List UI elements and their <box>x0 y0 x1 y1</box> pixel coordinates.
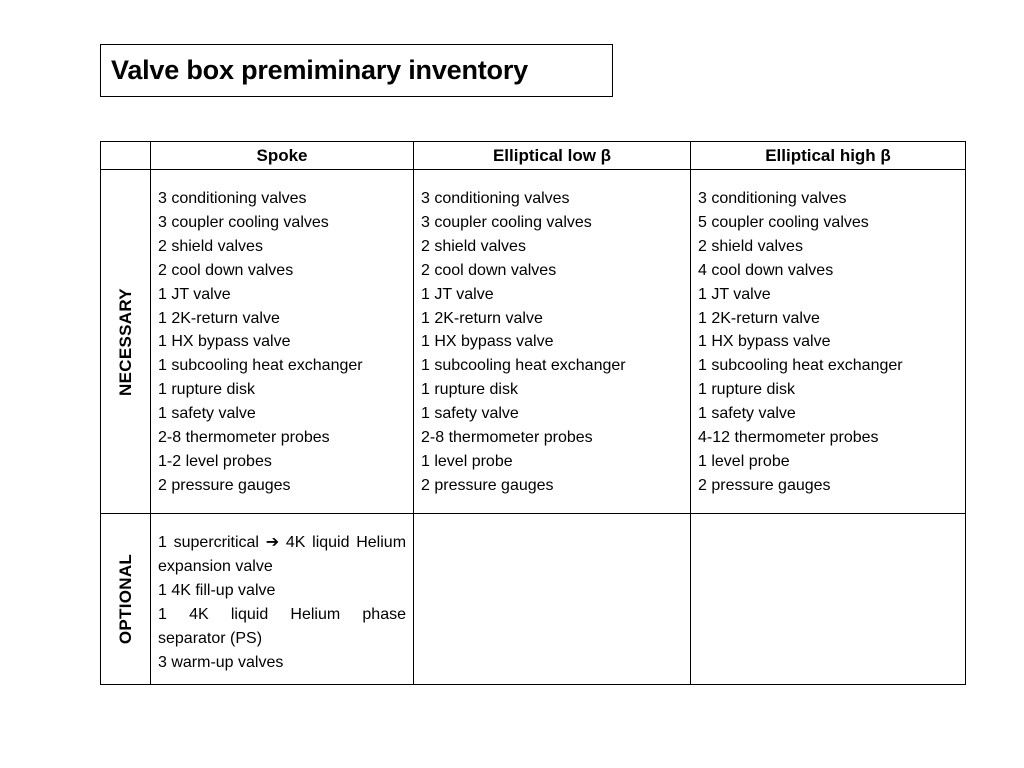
row-optional <box>101 514 966 685</box>
list-item: 1 safety valve <box>421 405 519 423</box>
list-item: 2 shield valves <box>698 237 803 255</box>
arrow-right-icon: ➔ <box>265 534 280 551</box>
necessary-elliptical-high-list <box>691 170 965 498</box>
list-item: 1 2K-return valve <box>421 309 543 327</box>
item-text: 4K liquid Helium expansion valve <box>158 534 407 575</box>
necessary-elliptical-low-list <box>414 170 690 498</box>
header-elliptical-high: Elliptical high β <box>691 142 966 170</box>
list-item: 1 level probe <box>421 452 513 470</box>
list-item: 3 conditioning valves <box>421 190 570 207</box>
list-item: 1 2K-return valve <box>698 309 820 327</box>
row-necessary <box>101 170 966 514</box>
list-item: 1 rupture disk <box>698 381 795 399</box>
list-item: 1 JT valve <box>698 285 771 303</box>
inventory-table <box>100 141 966 685</box>
list-item: 4-12 thermometer probes <box>698 429 879 447</box>
list-item: 2 shield valves <box>421 237 526 255</box>
list-item: 4 cool down valves <box>698 261 834 279</box>
page-title: Valve box premiminary inventory <box>111 55 528 85</box>
list-item: 3 conditioning valves <box>698 190 847 207</box>
list-item: 2 cool down valves <box>158 261 294 279</box>
list-item: 1 rupture disk <box>158 381 255 399</box>
header-row <box>101 142 966 170</box>
list-item: 1 subcooling heat exchanger <box>421 357 626 375</box>
list-item: 3 warm-up valves <box>158 653 284 671</box>
list-item: 1 level probe <box>698 452 790 470</box>
list-item <box>158 531 406 579</box>
optional-elliptical-low-cell <box>414 514 691 685</box>
optional-spoke-list <box>151 514 413 674</box>
list-item: 2 shield valves <box>158 237 263 255</box>
list-item: 1-2 level probes <box>158 452 272 470</box>
necessary-label: NECESSARY <box>115 287 135 396</box>
list-item: 1 JT valve <box>421 285 494 303</box>
list-item: 1 rupture disk <box>421 381 518 399</box>
list-item: 1 2K-return valve <box>158 309 280 327</box>
header-elliptical-low: Elliptical low β <box>414 142 691 170</box>
list-item: 1 subcooling heat exchanger <box>698 357 903 375</box>
optional-label-cell <box>101 514 151 685</box>
optional-elliptical-high-cell <box>691 514 966 685</box>
list-item: 3 coupler cooling valves <box>421 213 592 231</box>
list-item: 2 cool down valves <box>421 261 557 279</box>
list-item: 1 subcooling heat exchanger <box>158 357 363 375</box>
header-spoke: Spoke <box>151 142 414 170</box>
item-text: 1 supercritical <box>158 534 259 551</box>
list-item: 5 coupler cooling valves <box>698 213 869 231</box>
necessary-elliptical-high-cell <box>691 170 966 514</box>
necessary-label-cell <box>101 170 151 514</box>
necessary-elliptical-low-cell <box>414 170 691 514</box>
optional-spoke-cell <box>151 514 414 685</box>
header-corner <box>101 142 151 170</box>
necessary-spoke-cell <box>151 170 414 514</box>
list-item: 1 HX bypass valve <box>698 333 831 351</box>
list-item: 1 safety valve <box>158 405 256 423</box>
list-item: 1 JT valve <box>158 285 231 303</box>
list-item: 1 4K fill-up valve <box>158 581 276 599</box>
list-item: 1 safety valve <box>698 405 796 423</box>
list-item: 1 HX bypass valve <box>158 333 291 351</box>
list-item: 1 4K liquid Helium phase separator (PS) <box>158 605 406 647</box>
list-item: 2 pressure gauges <box>698 476 831 494</box>
necessary-spoke-list <box>151 170 413 498</box>
list-item: 2-8 thermometer probes <box>421 429 593 447</box>
list-item: 2 pressure gauges <box>421 476 554 494</box>
title-box <box>100 44 613 97</box>
list-item: 3 conditioning valves <box>158 190 307 207</box>
list-item: 3 coupler cooling valves <box>158 213 329 231</box>
list-item: 1 HX bypass valve <box>421 333 554 351</box>
list-item: 2-8 thermometer probes <box>158 429 330 447</box>
list-item: 2 pressure gauges <box>158 476 291 494</box>
optional-label: OPTIONAL <box>115 553 135 645</box>
